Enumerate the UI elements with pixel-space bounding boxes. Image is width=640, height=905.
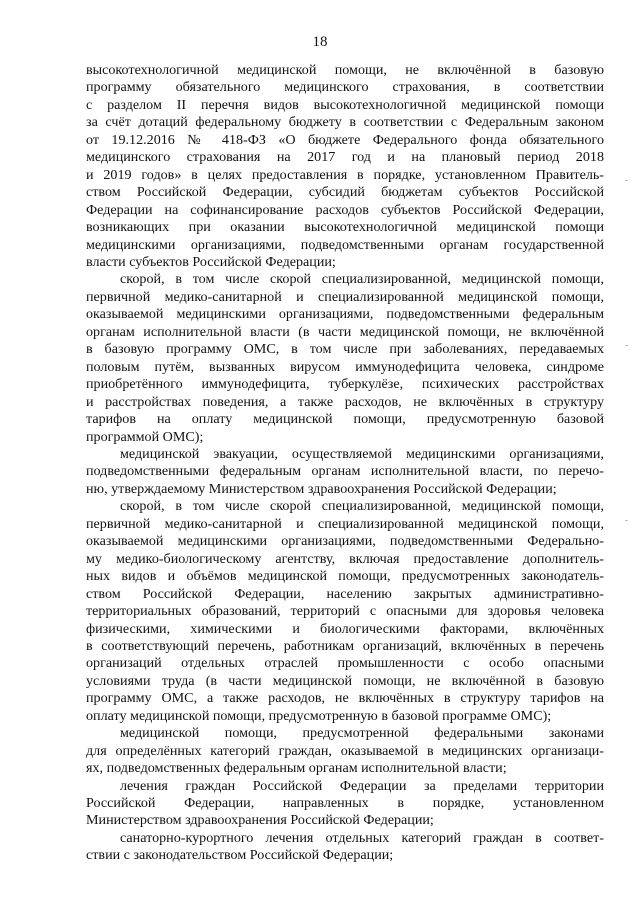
text-line: лечения граждан Российской Федерации за пределами территории xyxy=(120,777,604,794)
text-line: ством Российской Федерации, населению закрытых административно- xyxy=(86,585,604,602)
text-line: медицинскими организациями, подведомственными органам государственной xyxy=(86,236,604,253)
text-line: тарифов на оплату медицинской помощи, предусмотренную базовой xyxy=(86,411,604,428)
text-line: от 19.12.2016 № 418-ФЗ «О бюджете Федерального фонда обязательного xyxy=(86,131,604,148)
text-line: ных видов и объёмов медицинской помощи, предусмотренных законодатель- xyxy=(86,568,604,585)
text-line: Министерством здравоохранения Российской Федерации; xyxy=(86,812,434,829)
text-line: оказываемой медицинскими организациями, подведомственными федеральным xyxy=(86,306,604,323)
scan-artifact xyxy=(625,520,628,521)
text-line: медицинской помощи, предусмотренной федеральными законами xyxy=(120,725,604,742)
text-line: организаций отдельных отраслей промышленности с особо опасными xyxy=(86,655,604,672)
text-line: ствии с законодательством Российской Федерации; xyxy=(86,847,394,864)
text-line: ню, утверждаемому Министерством здравоохранения Российской Федерации; xyxy=(86,480,557,497)
text-line: подведомственными федеральным органам исполнительной власти, по перечо- xyxy=(86,463,604,480)
text-line: приобретённого иммунодефицита, туберкулёзе, психических расстройствах xyxy=(86,376,604,393)
paragraph xyxy=(86,830,604,865)
text-line: первичной медико-санитарной и специализированной медицинской помощи, xyxy=(86,288,604,305)
text-line: физическими, химическими и биологическими факторами, включённых xyxy=(86,620,604,637)
text-line: медицинского страхования на 2017 год и на плановый период 2018 xyxy=(86,149,604,166)
text-line: ях, подведомственных федеральным органам исполнительной власти; xyxy=(86,760,507,777)
text-line: и 2019 годов» в целях предоставления в порядке, установленном Правитель- xyxy=(86,166,604,183)
text-line: возникающих при оказании высокотехнологичной медицинской помощи xyxy=(86,219,604,236)
paragraph xyxy=(86,778,604,830)
text-line: половым путём, вызванных вирусом иммунодефицита человека, синдроме xyxy=(86,358,604,375)
text-line: Российской Федерации, направленных в порядке, установленном xyxy=(86,795,604,812)
text-line: высокотехнологичной медицинской помощи, не включённой в базовую xyxy=(86,62,604,78)
scan-artifact xyxy=(625,180,628,181)
text-line: скорой, в том числе скорой специализированной, медицинской помощи, xyxy=(120,498,604,515)
document-body xyxy=(86,62,604,865)
text-line: и расстройствах поведения, а также расходов, не включённых в структуру xyxy=(86,393,604,410)
page-number: 18 xyxy=(312,34,328,50)
text-line: органам исполнительной власти (в части медицинской помощи, не включённой xyxy=(86,323,604,340)
text-line: Федерации на софинансирование расходов субъектов Российской Федерации, xyxy=(86,201,604,218)
text-line: программу обязательного медицинского страхования, в соответствии xyxy=(86,79,604,96)
text-line: му медико-биологическому агентству, включая предоставление дополнитель- xyxy=(86,550,604,567)
text-line: санаторно-курортного лечения отдельных категорий граждан в соответ- xyxy=(120,829,604,846)
text-line: оплату медицинской помощи, предусмотренную в базовой программе ОМС); xyxy=(86,707,552,724)
paragraph xyxy=(86,498,604,725)
text-line: оказываемой медицинскими организациями, подведомственными Федерально- xyxy=(86,533,604,550)
paragraph xyxy=(86,271,604,446)
paragraph xyxy=(86,725,604,777)
text-line: ством Российской Федерации, субсидий бюджетам субъектов Российской xyxy=(86,184,604,201)
text-line: за счёт дотаций федеральному бюджету в соответствии с Федеральным законом xyxy=(86,114,604,131)
scan-artifact xyxy=(625,345,628,346)
text-line: медицинской эвакуации, осуществляемой медицинскими организациями, xyxy=(120,445,604,462)
text-line: с разделом II перечня видов высокотехнологичной медицинской помощи xyxy=(86,96,604,113)
text-line: программу ОМС, а также расходов, не включённых в структуру тарифов на xyxy=(86,690,604,707)
text-line: власти субъектов Российской Федерации; xyxy=(86,253,336,270)
text-line: в соответствующий перечень, работникам организаций, включённых в перечень xyxy=(86,637,604,654)
paragraph xyxy=(86,62,604,271)
text-line: скорой, в том числе скорой специализированной, медицинской помощи, xyxy=(120,271,604,288)
text-line: территориальных образований, территорий с опасными для здоровья человека xyxy=(86,603,604,620)
text-line: в базовую программу ОМС, в том числе при заболеваниях, передаваемых xyxy=(86,341,604,358)
text-line: программой ОМС); xyxy=(86,428,204,445)
text-line: первичной медико-санитарной и специализированной медицинской помощи, xyxy=(86,515,604,532)
text-line: для определённых категорий граждан, оказываемой в медицинских организаци- xyxy=(86,742,604,759)
paragraph xyxy=(86,446,604,498)
text-line: условиями труда (в части медицинской помощи, не включённой в базовую xyxy=(86,672,604,689)
